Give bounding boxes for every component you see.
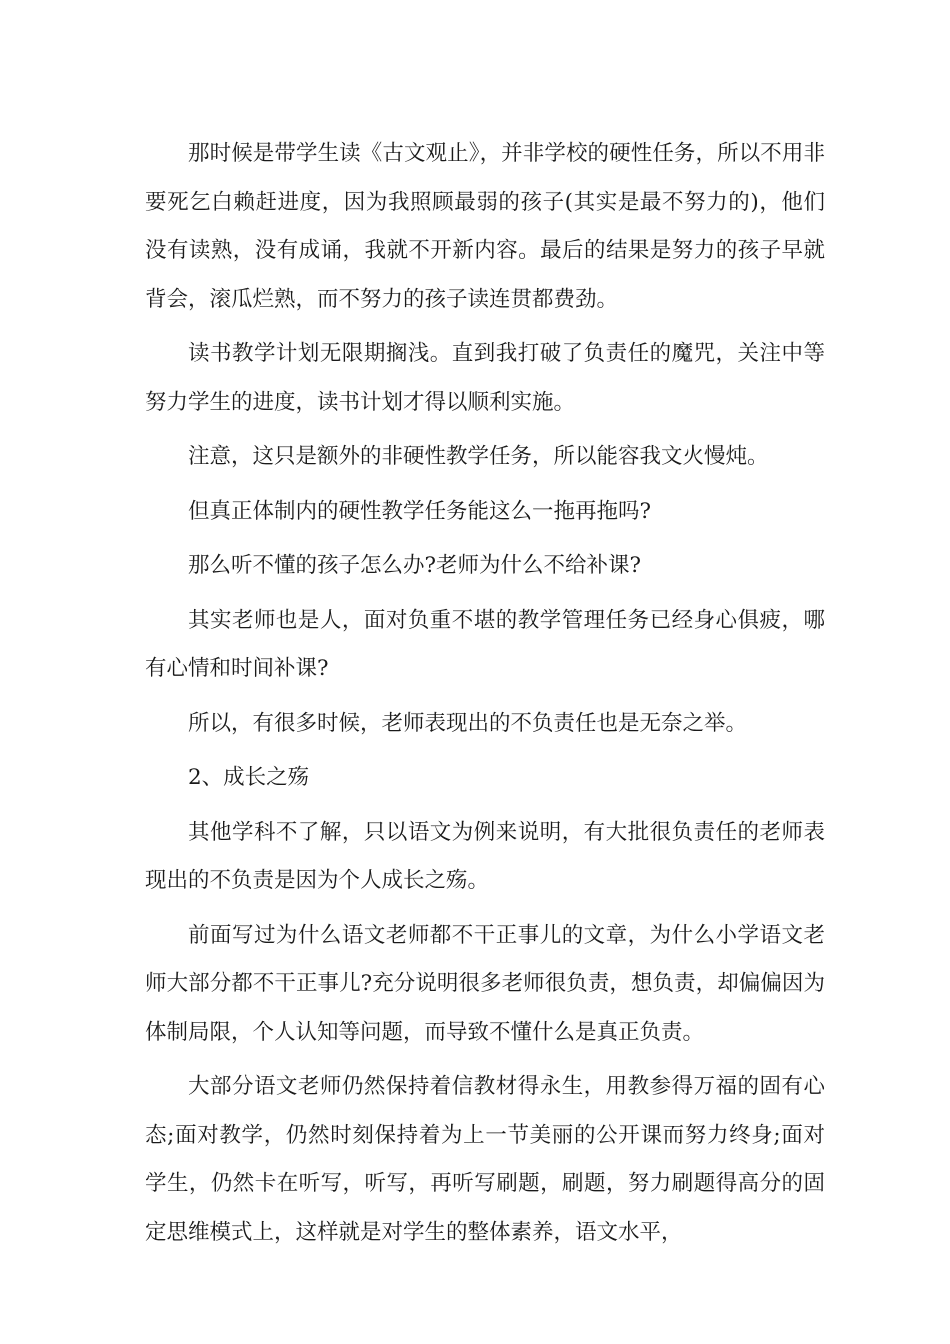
paragraph: 那时候是带学生读《古文观止》，并非学校的硬性任务，所以不用非要死乞白赖赶进度，因为我照顾最弱的孩子(其实是最不努力的)，他们没有读熟，没有成诵，我就不开新内容。最后的结果是努力的孩子早就背会，滚瓜烂熟，而不努力的孩子读连贯都费劲。 <box>145 141 825 312</box>
paragraph: 其他学科不了解，只以语文为例来说明，有大批很负责任的老师表现出的不负责是因为个人成长之殇。 <box>145 819 825 893</box>
paragraph: 所以，有很多时候，老师表现出的不负责任也是无奈之举。 <box>188 710 748 736</box>
paragraph: 大部分语文老师仍然保持着信教材得永生，用教参得万福的固有心态;面对教学，仍然时刻保持着为上一节美丽的公开课而努力终身;面对学生，仍然卡在听写，听写，再听写刷题，刷题，努力刷题得高分的固定思维模式上，这样就是对学生的整体素养，语文水平， <box>145 1074 825 1245</box>
paragraph: 前面写过为什么语文老师都不干正事儿的文章，为什么小学语文老师大部分都不干正事儿?充分说明很多老师很负责，想负责，却偏偏因为体制局限，个人认知等问题，而导致不懂什么是真正负责。 <box>145 922 825 1045</box>
section-heading: 2、成长之殇 <box>188 765 310 790</box>
paragraph: 其实老师也是人，面对负重不堪的教学管理任务已经身心俱疲，哪有心情和时间补课? <box>145 607 825 681</box>
paragraph: 注意，这只是额外的非硬性教学任务，所以能容我文火慢炖。 <box>188 444 769 469</box>
paragraph: 读书教学计划无限期搁浅。直到我打破了负责任的魔咒，关注中等努力学生的进度，读书计划才得以顺利实施。 <box>145 341 825 415</box>
paragraph: 那么听不懂的孩子怎么办?老师为什么不给补课? <box>188 553 642 578</box>
paragraph: 但真正体制内的硬性教学任务能这么一拖再拖吗? <box>188 498 652 524</box>
document-body <box>145 130 825 1263</box>
